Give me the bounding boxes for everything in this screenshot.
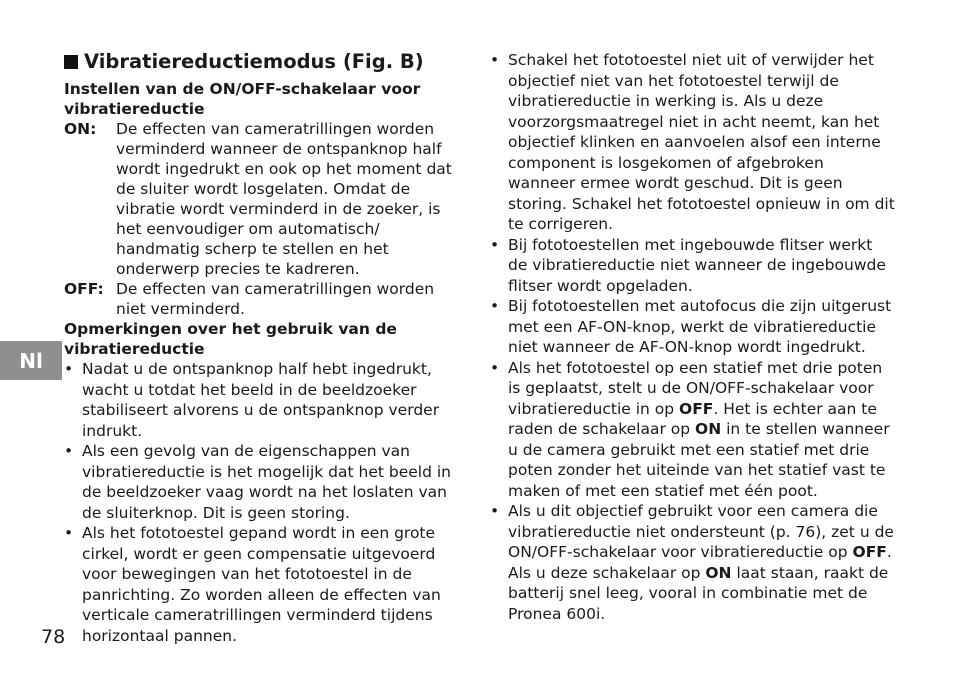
list-item-text: Schakel het fototoestel niet uit of verwijder het objectief niet van het fototoestel terwijl de vibratiereductie in werking is. Als u deze voorzorgsmaatregel niet in acht neemt, kan het objectief klinken en aanvoelen alsof een interne component is losgekomen of afgebroken wanneer ermee wordt geschud. Dit is geen storing. Schakel het fototoestel opnieuw in om dit te corrigeren. [508,51,895,233]
text-part: Als u dit objectief gebruikt voor een camera die vibratiereductie niet ondersteunt (p. 76), zet u de ON/OFF-schakelaar voor vibratiereductie op [508,502,894,561]
desc-off: De effecten van cameratrillingen worden niet verminderd. [116,280,435,318]
text-part: . Als u deze schakelaar op [508,543,892,582]
subheading-switch: Instellen van de ON/OFF-schakelaar voor vibratiereductie [64,80,421,118]
off-keyword: OFF [852,543,887,561]
desc-on: De effecten van cameratrillingen worden verminderd wanneer de ontspanknop half wordt ingedrukt en ook op het moment dat de sluiter wordt losgelaten. Omdat de vibratie wordt verminderd in de zoeker, is het eenvoudiger om automatisch/ handmatig scherp te stellen en het onderwerp precies te kadreren. [116,120,452,278]
definition-off [64,279,464,319]
bullet-icon: • [64,524,74,542]
subheading-notes: Opmerkingen over het gebruik van de vibratiereductie [64,320,397,358]
text-part: in te stellen wanneer u de camera gebruikt met een statief met drie poten zonder het uiteinde van het statief vast te maken of met een statief met één poot. [508,420,890,500]
square-bullet-icon [64,55,78,69]
bullet-icon: • [64,442,74,460]
bullet-icon: • [490,297,500,315]
list-item [64,359,464,441]
on-keyword: ON [695,420,722,438]
list-item-text: Als het fototoestel gepand wordt in een grote cirkel, wordt er geen compensatie uitgevoerd voor bewegingen van het fototoestel in de panrichting. Zo worden alleen de effecten van verticale cameratrillingen verminderd tijdens horizontaal pannen. [82,524,441,645]
list-item-text: Bij fototoestellen met ingebouwde flitser werkt de vibratiereductie niet wanneer de ingebouwde flitser wordt opgeladen. [508,235,886,295]
bullet-icon: • [490,502,500,520]
left-column [64,50,464,646]
bullet-icon: • [490,235,500,254]
list-item [64,441,464,523]
list-item-text: Bij fototoestellen met autofocus die zijn uitgerust met een AF-ON-knop, werkt de vibratiereductie niet wanneer de AF-ON-knop wordt ingedrukt. [508,297,892,356]
list-item-text [508,358,895,502]
section-heading [64,50,464,73]
bullet-icon: • [490,51,500,69]
text-part: laat staan, raakt de batterij snel leeg, vooral in combinatie met de Pronea 600i. [508,563,889,623]
bullet-icon: • [64,360,74,378]
on-keyword: ON [705,563,732,582]
list-item-text: Als een gevolg van de eigenschappen van vibratiereductie is het mogelijk dat het beeld in de beeldzoeker vaag wordt na het loslaten van de sluiterknop. Dit is geen storing. [82,442,451,522]
list-item-text [508,501,895,624]
list-item [490,296,895,358]
language-tab [0,341,62,380]
bullet-icon: • [490,358,500,377]
list-item [64,523,464,646]
right-column [490,50,895,624]
list-item [490,235,895,297]
off-keyword: OFF [679,399,714,418]
list-item [490,501,895,624]
term-off: OFF: [64,280,104,298]
section-heading-text: Vibratiereductiemodus (Fig. B) [84,50,424,73]
term-on: ON: [64,120,97,138]
page-number: 78 [41,626,66,648]
list-item-text: Nadat u de ontspanknop half hebt ingedrukt, wacht u totdat het beeld in de beeldzoeker stabiliseert alvorens u de ontspanknop verder indrukt. [82,360,440,440]
list-item [490,358,895,502]
list-item [490,50,895,235]
text-part: . Het is echter aan te raden de schakelaar op [508,399,877,438]
text-part: Als het fototoestel op een statief met drie poten is geplaatst, stelt u de ON/OFF-schakelaar voor vibratiereductie in op [508,358,883,418]
definition-on [64,119,464,279]
language-tab-label: Nl [19,348,43,373]
